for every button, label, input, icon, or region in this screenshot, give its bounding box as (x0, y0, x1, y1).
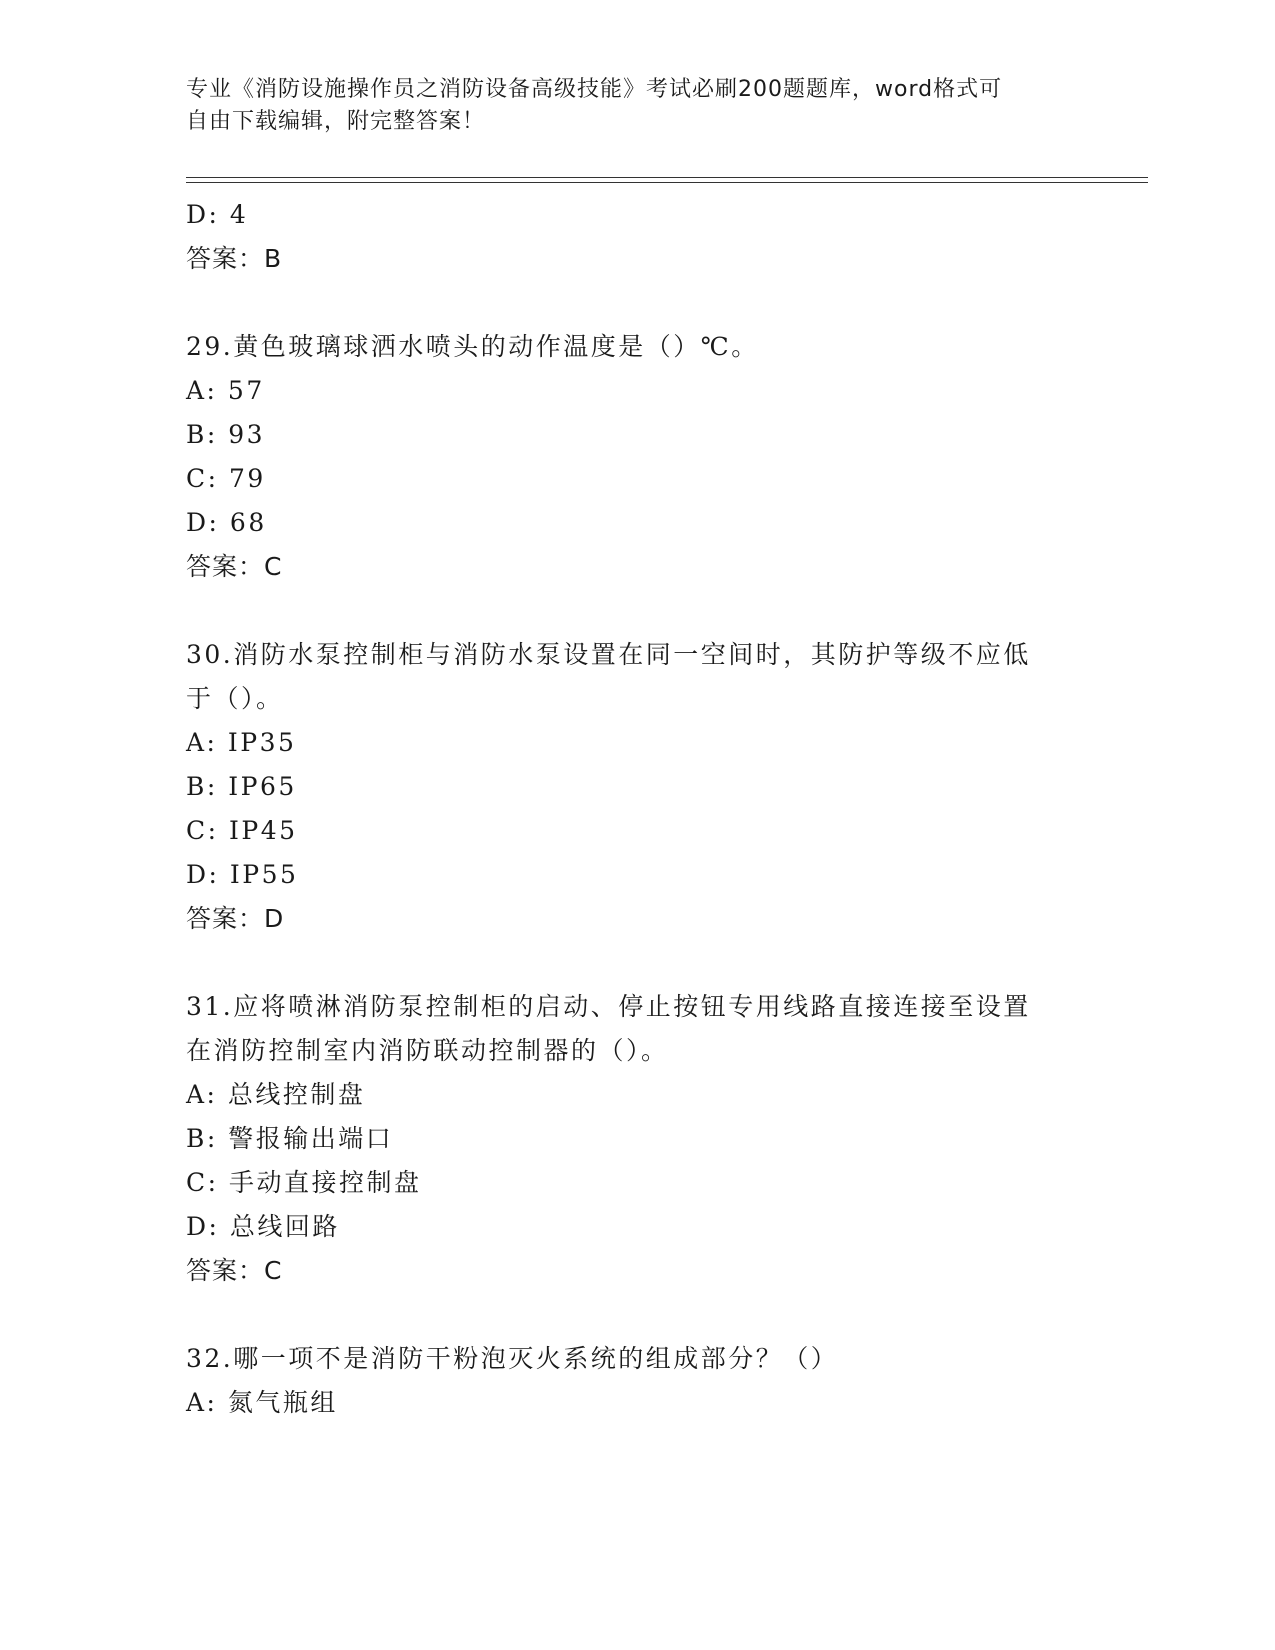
question-title-line-1: 31.应将喷淋消防泵控制柜的启动、停止按钮专用线路直接连接至设置 (186, 992, 1031, 1021)
question-title-line-1: 30.消防水泵控制柜与消防水泵设置在同一空间时，其防护等级不应低 (186, 640, 1031, 669)
answer-label: 答案：C (186, 552, 283, 581)
option-c: C: 手动直接控制盘 (186, 1168, 422, 1197)
option-a: A: 57 (186, 376, 265, 405)
option-b: B: 93 (186, 420, 266, 449)
option-a: A: 氮气瓶组 (186, 1388, 338, 1417)
question-title-line-2: 于（）。 (186, 684, 284, 713)
option-d: D: 68 (186, 508, 267, 537)
answer-label: 答案：C (186, 1256, 283, 1285)
question-32 (186, 1337, 1086, 1425)
option-d: D: IP55 (186, 860, 299, 889)
question-list (186, 193, 1086, 1425)
header-divider-top (186, 177, 1148, 178)
question-title: 32.哪一项不是消防干粉泡灭火系统的组成部分？（） (186, 1344, 839, 1373)
header-line-2: 自由下载编辑，附完整答案！ (186, 109, 486, 134)
option-b: B: 警报输出端口 (186, 1124, 394, 1153)
option-c: C: 79 (186, 464, 266, 493)
question-29 (186, 325, 1086, 589)
option-b: B: IP65 (186, 772, 297, 801)
header-divider-bottom (186, 182, 1148, 183)
option-c: C: IP45 (186, 816, 298, 845)
option-d: D: 4 (186, 200, 249, 229)
question-30 (186, 633, 1086, 941)
spacer (186, 281, 1086, 325)
spacer (186, 941, 1086, 985)
answer-label: 答案：D (186, 904, 285, 933)
spacer (186, 1293, 1086, 1337)
question-title-line-2: 在消防控制室内消防联动控制器的（）。 (186, 1036, 669, 1065)
document-header (186, 74, 1066, 138)
header-line-1: 专业《消防设施操作员之消防设备高级技能》考试必刷200题题库，word格式可 (186, 77, 1003, 102)
option-a: A: 总线控制盘 (186, 1080, 366, 1109)
option-d: D: 总线回路 (186, 1212, 340, 1241)
option-a: A: IP35 (186, 728, 297, 757)
spacer (186, 589, 1086, 633)
answer-label: 答案：B (186, 244, 283, 273)
question-31 (186, 985, 1086, 1293)
question-title: 29.黄色玻璃球洒水喷头的动作温度是（）℃。 (186, 332, 759, 361)
